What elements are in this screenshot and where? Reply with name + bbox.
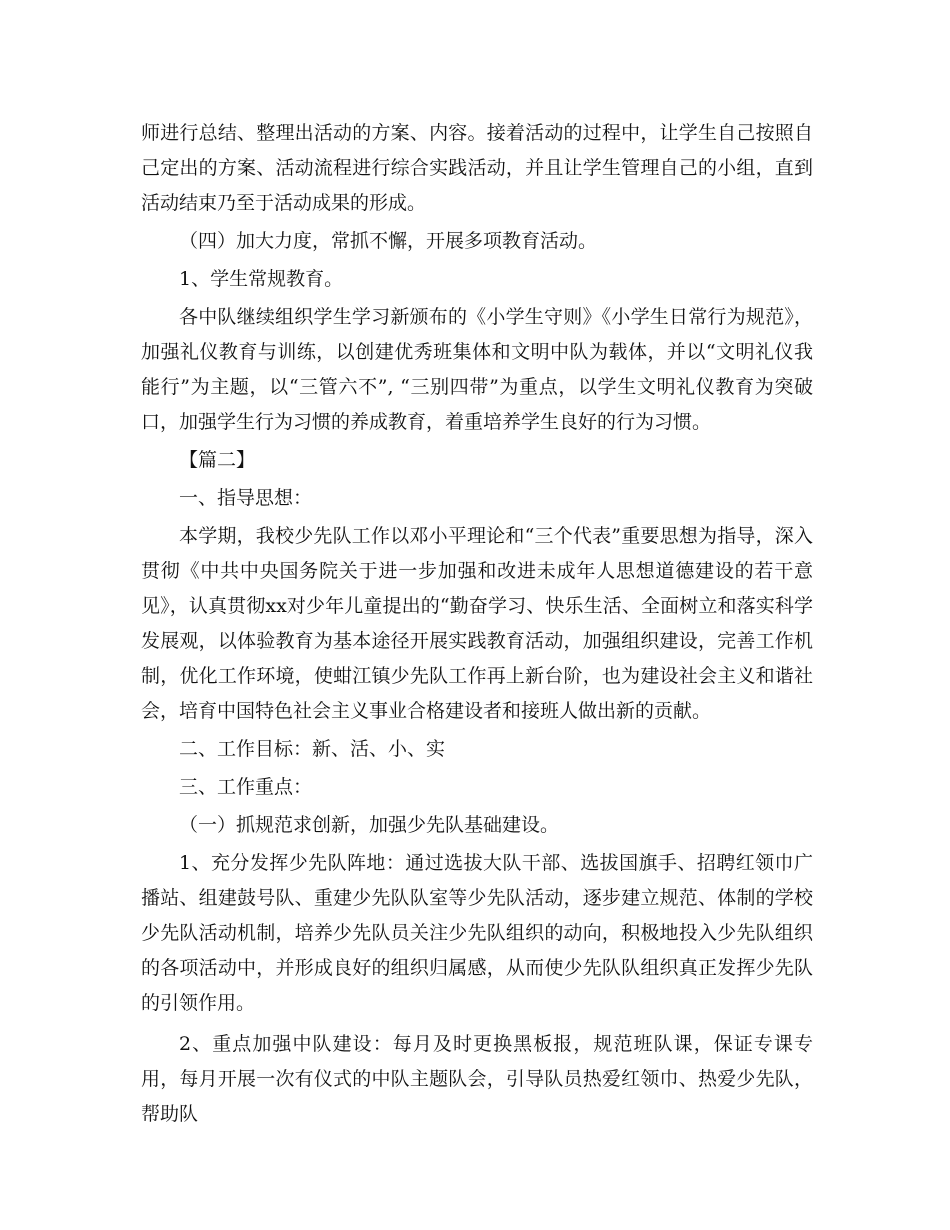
heading-guiding-thought: 一、指导思想： xyxy=(179,487,313,509)
heading-work-focus: 三、工作重点： xyxy=(179,776,313,798)
paragraph-guiding-thought: 本学期，我校少先队工作以邓小平理论和“三个代表”重要思想为指导，深入贯彻《中共中央国务院关于进一步加强和改进未成年人思想道德建设的若干意见》，认真贯彻xx对少年儿童提出的“勤奋学习、快乐生活、全面树立和落实科学发展观，以体验教育为基本途径开展实践教育活动，加强组织建设，完善工作机制，优化工作环境，使蚶江镇少先队工作再上新台阶，也为建设社会主义和谐社会，培育中国特色社会主义事业合格建设者和接班人做出新的贡献。 xyxy=(141,525,813,722)
document-body xyxy=(141,116,813,1132)
subheading-basic-construction: （一）抓规范求创新，加强少先队基础建设。 xyxy=(179,814,560,836)
part-two-heading: 【篇二】 xyxy=(179,449,256,471)
paragraph-etiquette-education: 各中队继续组织学生学习新颁布的《小学生守则》《小学生日常行为规范》，加强礼仪教育与训练，以创建优秀班集体和文明中队为载体，并以“文明礼仪我能行”为主题，以“三管六不”, “三别四带”为重点，以学生文明礼仪教育为突破口，加强学生行为习惯的养成教育，着重培养学生良好的行为习惯。 xyxy=(141,306,813,433)
item-student-routine-education: 1、学生常规教育。 xyxy=(179,268,344,290)
heading-work-goals: 二、工作目标：新、活、小、实 xyxy=(179,738,446,760)
paragraph-continuation: 师进行总结、整理出活动的方案、内容。接着活动的过程中，让学生自己按照自己定出的方案、活动流程进行综合实践活动，并且让学生管理自己的小组，直到活动结束乃至于活动成果的形成。 xyxy=(141,122,813,214)
item-pioneer-position: 1、充分发挥少先队阵地：通过选拔大队干部、选拔国旗手、招聘红领巾广播站、组建鼓号队、重建少先队队室等少先队活动，逐步建立规范、体制的学校少先队活动机制，培养少先队员关注少先队组织的动向，积极地投入少先队组织的各项活动中，并形成良好的组织归属感，从而使少先队队组织真正发挥少先队的引领作用。 xyxy=(141,852,813,1014)
item-squadron-construction: 2、重点加强中队建设：每月及时更换黑板报，规范班队课，保证专课专用，每月开展一次有仪式的中队主题队会，引导队员热爱红领巾、热爱少先队，帮助队 xyxy=(141,1033,813,1125)
section-heading-four: （四）加大力度，常抓不懈，开展多项教育活动。 xyxy=(179,230,598,252)
